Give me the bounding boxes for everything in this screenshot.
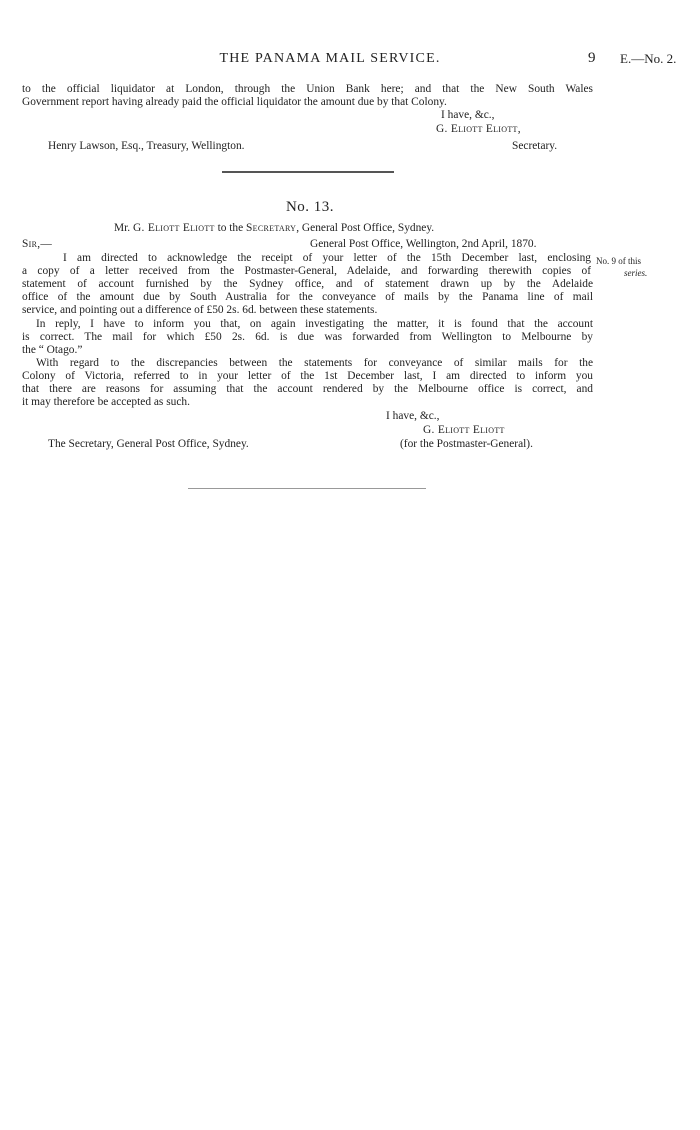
paragraph-line: Colony of Victoria, referred to in your letter of the 1st December last, I am directed to inform you xyxy=(22,370,593,382)
dateline: General Post Office, Wellington, 2nd April, 1870. xyxy=(310,238,537,250)
salutation: Sir,— xyxy=(22,238,53,250)
section-divider xyxy=(222,171,394,173)
page-number: 9 xyxy=(588,50,596,66)
heading-suffix: , General Post Office, Sydney. xyxy=(296,222,435,234)
margin-note: series. xyxy=(624,268,648,278)
previous-letter-line: Government report having already paid the official liquidator the amount due by that Colony. xyxy=(22,96,447,108)
previous-letter-addressee: Henry Lawson, Esq., Treasury, Wellington. xyxy=(48,140,245,152)
previous-letter-closing: I have, &c., xyxy=(441,109,495,121)
margin-note: No. 9 of this xyxy=(596,256,641,266)
paragraph-line: it may therefore be accepted as such. xyxy=(22,396,190,408)
paragraph-line: I am directed to acknowledge the receipt of your letter of the 15th December last, enclosing xyxy=(63,252,591,264)
heading-to: Secretary xyxy=(246,222,297,234)
previous-letter-signature: G. Eliott Eliott, xyxy=(436,123,521,135)
running-header-title: THE PANAMA MAIL SERVICE. xyxy=(219,51,441,66)
letter-heading xyxy=(114,222,434,234)
heading-mid: to the xyxy=(217,222,244,234)
paragraph-line: office of the amount due by South Australia for the conveyance of mails by the Panama line of mail xyxy=(22,291,593,303)
paragraph-line: the “ Otago.” xyxy=(22,344,83,356)
document-reference: E.—No. 2. xyxy=(620,51,677,66)
letter-closing: I have, &c., xyxy=(386,410,440,422)
letter-addressee: The Secretary, General Post Office, Sydney. xyxy=(48,438,249,450)
previous-letter-signature-title: Secretary. xyxy=(512,140,558,152)
previous-letter-line: to the official liquidator at London, through the Union Bank here; and that the New South Wales xyxy=(22,83,593,95)
letter-signature: G. Eliott Eliott xyxy=(423,424,505,436)
signature-capacity: (for the Postmaster-General). xyxy=(400,438,533,450)
letter-number: No. 13. xyxy=(285,199,335,215)
bottom-divider xyxy=(188,488,426,489)
heading-prefix: Mr. xyxy=(114,222,131,234)
paragraph-line: service, and pointing out a difference of £50 2s. 6d. between these statements. xyxy=(22,304,378,316)
paragraph-line: that there are reasons for assuming that the account rendered by the Melbourne office is correct, and xyxy=(22,383,593,395)
paragraph-line: In reply, I have to inform you that, on again investigating the matter, it is found that the account xyxy=(36,318,593,330)
paragraph-line: With regard to the discrepancies between the statements for conveyance of similar mails for the xyxy=(36,357,593,369)
paragraph-line: statement of account furnished by the Sydney office, and of statement drawn up by the Adelaide xyxy=(22,278,593,290)
heading-from: G. Eliott Eliott xyxy=(133,222,215,234)
paragraph-line: a copy of a letter received from the Postmaster-General, Adelaide, and forwarding therewith copies of xyxy=(22,265,591,277)
paragraph-line: is correct. The mail for which £50 2s. 6d. is due was forwarded from Wellington to Melbourne by xyxy=(22,331,593,343)
